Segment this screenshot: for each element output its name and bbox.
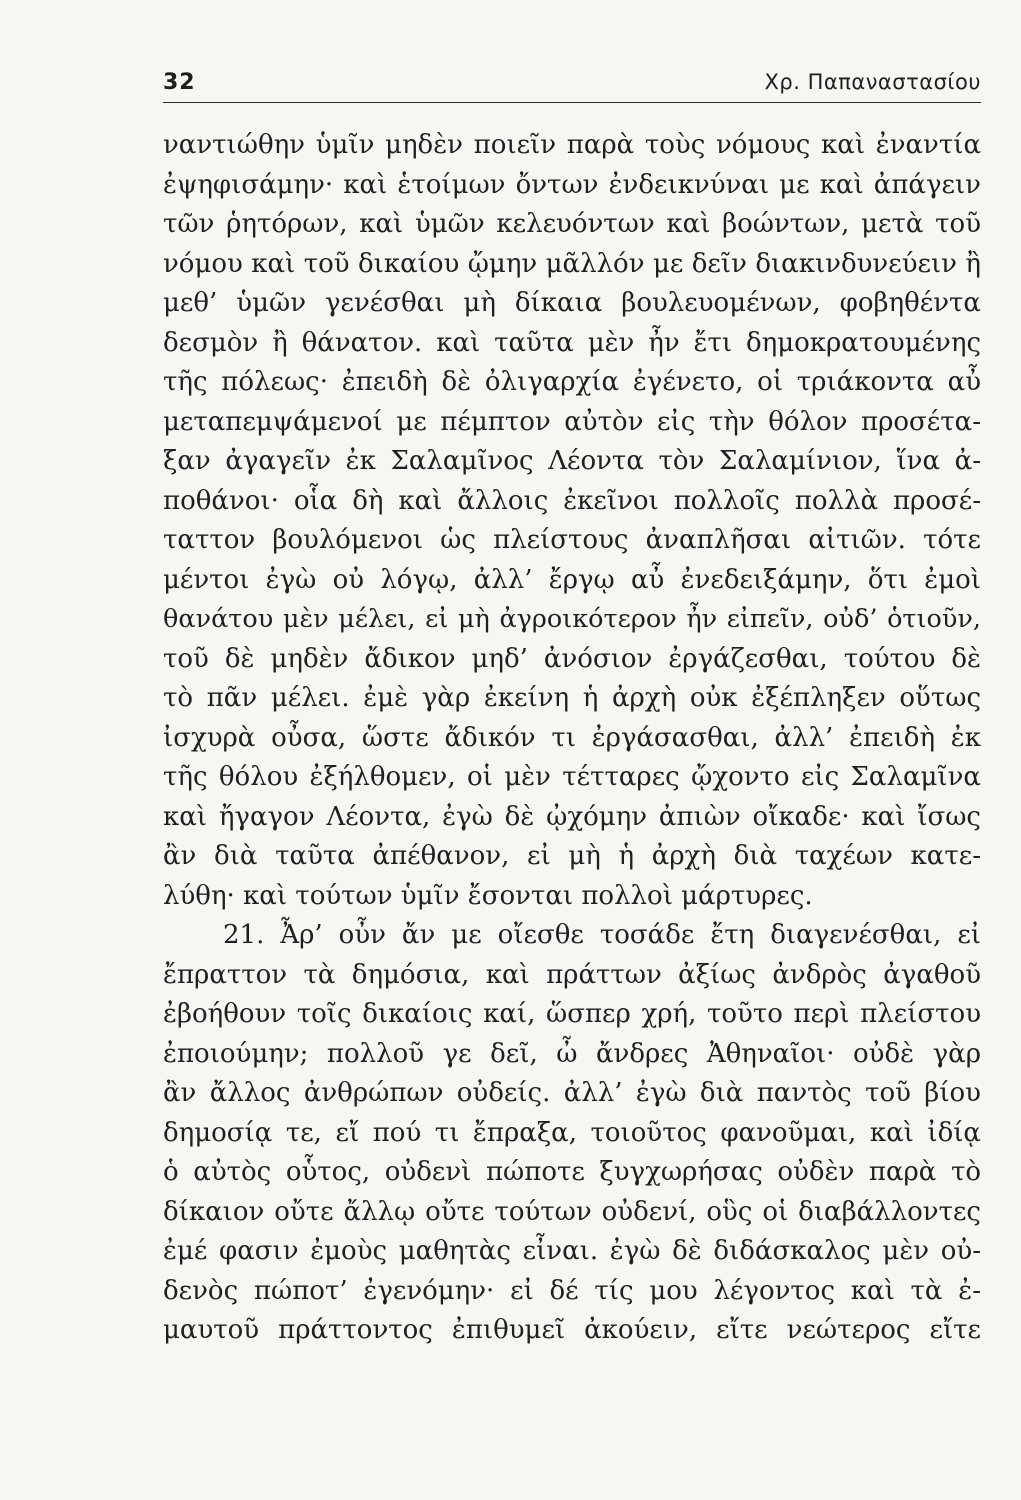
text-line: ἐποιούμην; πολλοῦ γε δεῖ, ὦ ἄνδρες Ἀθηναῖοι· οὐδὲ γὰρ bbox=[163, 1038, 981, 1069]
text-line: ἐβοήθουν τοῖς δικαίοις καί, ὥσπερ χρή, τοῦτο περὶ πλείστου bbox=[163, 999, 981, 1029]
text-line: τῆς θόλου ἐξήλθομεν, οἱ μὲν τέτταρες ᾤχοντο εἰς Σαλαμῖνα bbox=[163, 762, 981, 792]
text-line: ποθάνοι· οἷα δὴ καὶ ἄλλοις ἐκεῖνοι πολλοῖς πολλὰ προσέ- bbox=[163, 485, 981, 516]
text-line: νόμου καὶ τοῦ δικαίου ᾤμην μᾶλλόν με δεῖν διακινδυνεύειν ἢ bbox=[163, 248, 981, 279]
text-line: καὶ ἤγαγον Λέοντα, ἐγὼ δὲ ᾠχόμην ἀπιὼν οἴκαδε· καὶ ἴσως bbox=[163, 801, 981, 832]
text-line: ναντιώθην ὑμῖν μηδὲν ποιεῖν παρὰ τοὺς νόμους καὶ ἐναντία bbox=[163, 130, 981, 160]
text-line: δίκαιον οὔτε ἄλλῳ οὔτε τούτων οὐδενί, οὓς οἱ διαβάλλοντες bbox=[163, 1196, 981, 1227]
text-line: ἐμέ φασιν ἐμοὺς μαθητὰς εἶναι. ἐγὼ δὲ διδάσκαλος μὲν οὐ- bbox=[163, 1236, 981, 1266]
text-line: θανάτου μὲν μέλει, εἰ μὴ ἀγροικότερον ἦν εἰπεῖν, οὐδ’ ὁτιοῦν, bbox=[163, 604, 981, 634]
text-line: δενὸς πώποτ’ ἐγενόμην· εἰ δέ τίς μου λέγοντος καὶ τὰ ἐ- bbox=[163, 1275, 981, 1306]
running-head-author: Χρ. Παπαναστασίου bbox=[764, 70, 981, 94]
text-line: μέντοι ἐγὼ οὐ λόγῳ, ἀλλ’ ἔργῳ αὖ ἐνεδειξάμην, ὅτι ἐμοὶ bbox=[163, 564, 981, 595]
text-line-paragraph-end: λύθη· καὶ τούτων ὑμῖν ἔσονται πολλοὶ μάρτυρες. bbox=[163, 880, 813, 911]
text-line: δεσμὸν ἢ θάνατον. καὶ ταῦτα μὲν ἦν ἔτι δημοκρατουμένης bbox=[163, 327, 981, 358]
text-line: τὸ πᾶν μέλει. ἐμὲ γὰρ ἐκείνη ἡ ἀρχὴ οὐκ ἐξέπληξεν οὕτως bbox=[163, 683, 981, 713]
text-line: ξαν ἀγαγεῖν ἐκ Σαλαμῖνος Λέοντα τὸν Σαλαμίνιον, ἵνα ἀ- bbox=[163, 446, 981, 476]
text-line: ἔπραττον τὰ δημόσια, καὶ πράττων ἀξίως ἀνδρὸς ἀγαθοῦ bbox=[163, 959, 981, 990]
text-line: ἂν διὰ ταῦτα ἀπέθανον, εἰ μὴ ἡ ἀρχὴ διὰ ταχέων κατε- bbox=[163, 841, 981, 871]
text-line: ὁ αὐτὸς οὗτος, οὐδενὶ πώποτε ξυγχωρήσας οὐδὲν παρὰ τὸ bbox=[163, 1157, 981, 1187]
text-line: ἂν ἄλλος ἀνθρώπων οὐδείς. ἀλλ’ ἐγὼ διὰ παντὸς τοῦ βίου bbox=[163, 1078, 981, 1108]
text-line: ἰσχυρὰ οὖσα, ὥστε ἄδικόν τι ἐργάσασθαι, ἀλλ’ ἐπειδὴ ἐκ bbox=[163, 722, 981, 753]
text-line-section-21-start: 21. Ἆρ’ οὖν ἄν με οἴεσθε τοσάδε ἔτη διαγενέσθαι, εἰ bbox=[223, 920, 981, 950]
text-line: δημοσίᾳ τε, εἴ πού τι ἔπραξα, τοιοῦτος φανοῦμαι, καὶ ἰδίᾳ bbox=[163, 1117, 981, 1148]
page-number: 32 bbox=[163, 70, 196, 95]
text-line: τῆς πόλεως· ἐπειδὴ δὲ ὀλιγαρχία ἐγένετο, οἱ τριάκοντα αὖ bbox=[163, 367, 981, 397]
body-text bbox=[163, 126, 981, 1351]
page-header bbox=[163, 68, 981, 103]
text-line: μαυτοῦ πράττοντος ἐπιθυμεῖ ἀκούειν, εἴτε νεώτερος εἴτε bbox=[163, 1315, 981, 1345]
text-line: τῶν ῥητόρων, καὶ ὑμῶν κελευόντων καὶ βοώντων, μετὰ τοῦ bbox=[163, 209, 981, 239]
text-line: μεταπεμψάμενοί με πέμπτον αὐτὸν εἰς τὴν θόλον προσέτα- bbox=[163, 406, 981, 437]
text-line: τοῦ δὲ μηδὲν ἄδικον μηδ’ ἀνόσιον ἐργάζεσθαι, τούτου δὲ bbox=[163, 643, 981, 674]
text-line: ταττον βουλόμενοι ὡς πλείστους ἀναπλῆσαι αἰτιῶν. τότε bbox=[163, 525, 981, 555]
text-line: μεθ’ ὑμῶν γενέσθαι μὴ δίκαια βουλευομένων, φοβηθέντα bbox=[163, 288, 981, 318]
text-line: ἐψηφισάμην· καὶ ἑτοίμων ὄντων ἐνδεικνύναι με καὶ ἀπάγειν bbox=[163, 169, 981, 200]
